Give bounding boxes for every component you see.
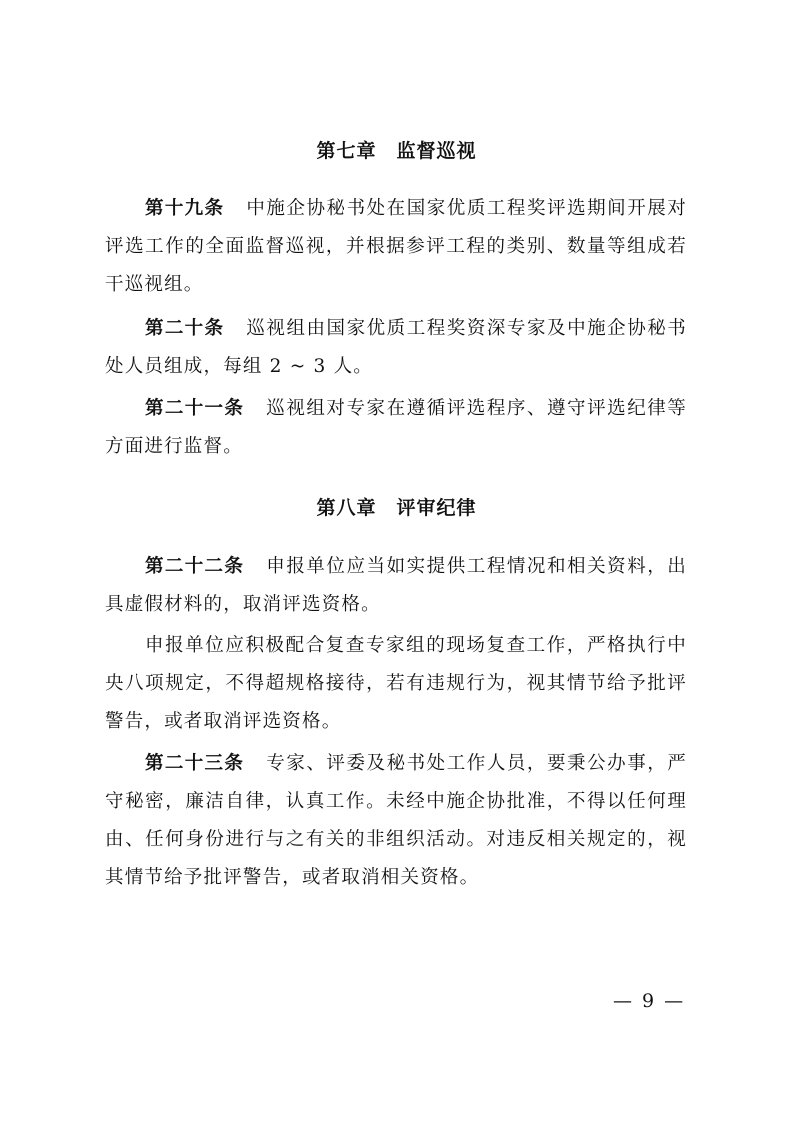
- chapter-7-title: 第七章 监督巡视: [316, 140, 477, 162]
- article-19: [105, 190, 687, 304]
- article-22-text: 申报单位应当如实提供工程情况和相关资料，出具虚假材料的，取消评选资格。: [105, 556, 687, 615]
- page-number: — 9 —: [613, 990, 686, 1012]
- article-23: [105, 745, 687, 897]
- article-21: [105, 390, 687, 466]
- article-21-heading: 第二十一条: [145, 398, 245, 419]
- article-22-paragraph-2: 申报单位应积极配合复查专家组的现场复查工作，严格执行中央八项规定，不得超规格接待，若有违规行为，视其情节给予批评警告，或者取消评选资格。: [105, 635, 687, 732]
- article-22: [105, 548, 687, 624]
- article-20-text: 巡视组由国家优质工程奖资深专家及中施企协秘书处人员组成，每组 2 ~ 3 人。: [105, 318, 687, 377]
- article-21-text: 巡视组对专家在遵循评选程序、遵守评选纪律等方面进行监督。: [105, 398, 687, 457]
- article-23-text: 专家、评委及秘书处工作人员，要秉公办事，严守秘密，廉洁自律，认真工作。未经中施企协批准，不得以任何理由、任何身份进行与之有关的非组织活动。对违反相关规定的，视其情节给予批评警告，或者取消相关资格。: [105, 753, 687, 888]
- article-20: [105, 310, 687, 386]
- article-20-heading: 第二十条: [145, 318, 225, 339]
- chapter-8-title: 第八章 评审纪律: [316, 497, 477, 519]
- article-19-text: 中施企协秘书处在国家优质工程奖评选期间开展对评选工作的全面监督巡视，并根据参评工程的类别、数量等组成若干巡视组。: [105, 198, 687, 295]
- article-19-heading: 第十九条: [145, 198, 225, 219]
- article-22-heading: 第二十二条: [145, 556, 245, 577]
- article-23-heading: 第二十三条: [145, 753, 245, 774]
